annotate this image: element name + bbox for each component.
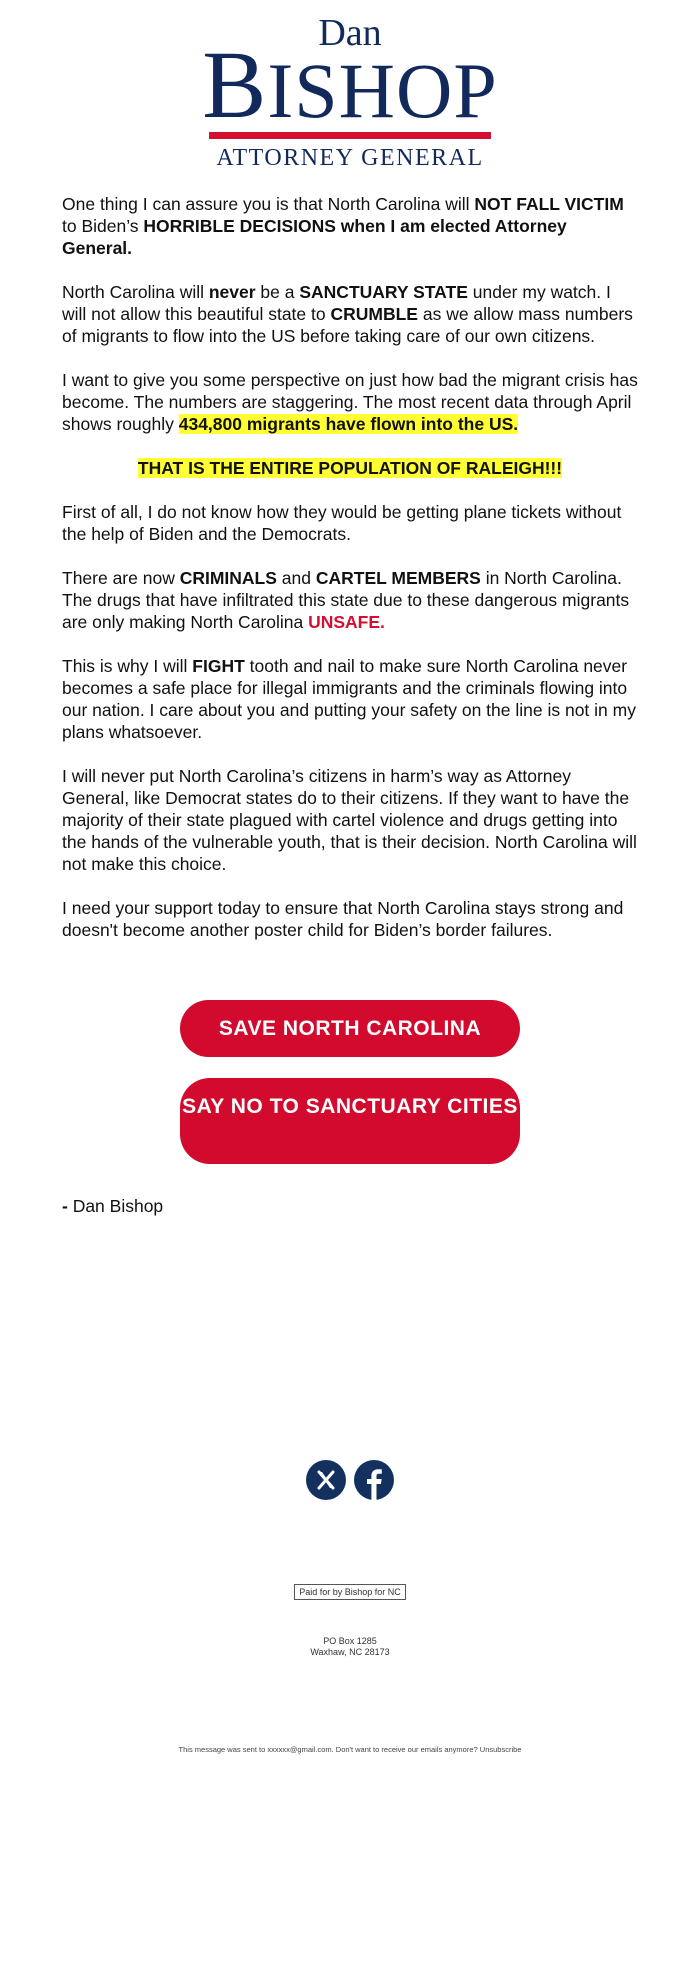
address-line-2: Waxhaw, NC 28173: [310, 1647, 390, 1657]
x-icon[interactable]: [306, 1460, 346, 1500]
logo: [0, 14, 700, 171]
bold-text: CRUMBLE: [330, 304, 418, 324]
text: One thing I can assure you is that North Carolina will: [62, 194, 475, 214]
bold-text: CRIMINALS: [179, 568, 277, 588]
footer-notice-text: This message was sent to xxxxxx@gmail.com. Don't want to receive our emails anymore?: [178, 1745, 480, 1754]
mailing-address: [0, 1636, 700, 1658]
bold-text: HORRIBLE DECISIONS when I am elected Attorney General.: [62, 216, 567, 258]
text: as we allow mass numbers of migrants to flow into the US before taking care of our own citizens.: [62, 304, 633, 346]
text: be a: [255, 282, 300, 302]
bold-text: CARTEL MEMBERS: [315, 568, 481, 588]
paragraph-2: [62, 281, 638, 347]
facebook-icon[interactable]: [354, 1460, 394, 1500]
social-links: [0, 1460, 700, 1500]
paid-for-text: Paid for by Bishop for NC: [294, 1584, 406, 1600]
footer-notice: [0, 1745, 700, 1754]
highlighted-text: 434,800 migrants have flown into the US.: [178, 414, 519, 434]
email-body: [62, 193, 638, 963]
text: to Biden’s: [62, 216, 144, 236]
address-line-1: PO Box 1285: [323, 1636, 377, 1646]
paragraph-1: [62, 193, 638, 259]
paragraph-3: [62, 369, 638, 435]
logo-last-rest: ISHOP: [267, 47, 498, 134]
bold-text: SANCTUARY STATE: [299, 282, 468, 302]
unsubscribe-link[interactable]: Unsubscribe: [479, 1745, 522, 1754]
text: There are now: [62, 568, 180, 588]
highlighted-headline: THAT IS THE ENTIRE POPULATION OF RALEIGH!!!: [137, 458, 563, 478]
text: under my watch. I will not allow this beautiful state to: [62, 282, 611, 324]
text: This is why I will: [62, 656, 193, 676]
paragraph-9: I need your support today to ensure that North Carolina stays strong and doesn't become another poster child for Biden’s border failures.: [62, 898, 624, 940]
signature-name: Dan Bishop: [67, 1196, 164, 1216]
paid-for-notice: [0, 1582, 700, 1600]
paragraph-8: I will never put North Carolina’s citizens in harm’s way as Attorney General, like Democrat states do to their citizens. If they want to have the majority of their state plagued with cartel violence and drugs getting into the hands of the vulnerable youth, that is their decision. North Carolina will not make this choice.: [62, 766, 637, 874]
text: I want to give you some perspective on just how bad the migrant crisis has become. The numbers are staggering. The most recent data through April shows roughly: [62, 370, 638, 434]
text: and: [276, 568, 316, 588]
paragraph-6: [62, 567, 638, 633]
logo-last-initial: B: [202, 31, 268, 138]
text: in North Carolina. The drugs that have infiltrated this state due to these dangerous migrants are only making North Carolina: [62, 568, 630, 632]
bold-text: FIGHT: [192, 656, 245, 676]
paragraph-7: [62, 655, 638, 743]
paragraph-4: [62, 457, 638, 479]
logo-first-name: Dan: [318, 12, 382, 54]
text: North Carolina will: [62, 282, 209, 302]
signature: [62, 1196, 163, 1217]
red-text: UNSAFE.: [308, 612, 385, 632]
say-no-sanctuary-cities-button[interactable]: SAY NO TO SANCTUARY CITIES: [180, 1078, 520, 1164]
text: tooth and nail to make sure North Carolina never becomes a safe place for illegal immigrants and the criminals flowing into our nation. I care about you and putting your safety on the line is not in my plans whatsoever.: [62, 656, 636, 742]
paragraph-5: First of all, I do not know how they would be getting plane tickets without the help of Biden and the Democrats.: [62, 502, 622, 544]
bold-text: NOT FALL VICTIM: [474, 194, 624, 214]
bold-text: never: [208, 282, 256, 302]
signature-dash: -: [62, 1196, 68, 1216]
save-north-carolina-button[interactable]: SAVE NORTH CAROLINA: [180, 1000, 520, 1057]
logo-subtitle: ATTORNEY GENERAL: [216, 145, 484, 171]
